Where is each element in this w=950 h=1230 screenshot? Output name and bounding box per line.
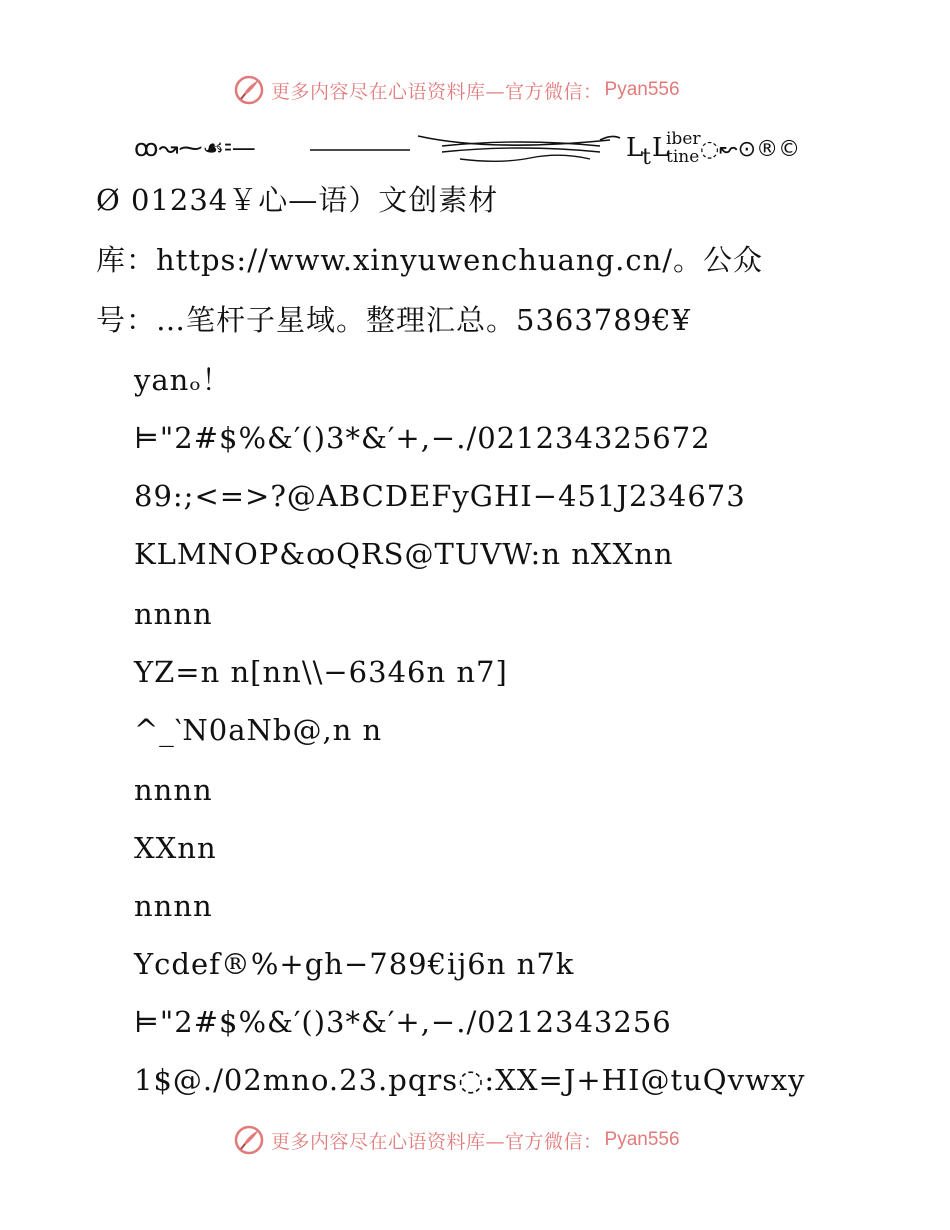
quill-logo-icon <box>233 74 265 106</box>
ornament-letter-l: L <box>626 133 644 163</box>
body-line-15: ⊨"2#$%&′()3*&′+,−./0212343256 <box>134 1005 672 1039</box>
ornament-tail <box>600 136 620 140</box>
quill-logo-icon <box>233 1124 265 1156</box>
body-line-1: Ø 01234￥心—语）文创素材 <box>96 183 499 217</box>
body-line-10: ^_‵N0aNb@,n n <box>134 713 383 747</box>
ornament-wave-3 <box>460 155 590 161</box>
body-line-13: nnnn <box>134 889 213 923</box>
body-line-11: nnnn <box>134 773 213 807</box>
watermark-wechat-id: Pyan556 <box>604 79 680 100</box>
ornament-symbols: ◌↜⊙®© <box>700 137 801 162</box>
footer-watermark <box>233 1122 680 1158</box>
ornament-letter-l-2: L <box>652 133 670 163</box>
body-line-9: YZ=n n[nn\\−6346n n7] <box>134 655 508 689</box>
body-line-6: 89:;<=>?@ABCDEFyGHI−451J234673 <box>134 479 746 513</box>
body-line-16: 1$@./02mno.23.pqrs◌:XX=J+HI@tuQvwxy <box>134 1063 806 1097</box>
ornament-sub-t: t <box>642 145 651 168</box>
watermark-wechat-id: Pyan556 <box>604 1129 680 1150</box>
body-line-7: KLMNOP&ꝏQRS@TUVW:n nXXnn <box>134 537 674 571</box>
body-line-5: ⊨"2#$%&′()3*&′+,−./021234325672 <box>134 421 711 455</box>
watermark-text: 更多内容尽在心语资料库—官方微信： <box>271 1130 603 1153</box>
ornament-sup-word: iber <box>666 129 701 149</box>
body-line-3: 号：…笔杆子星域。整理汇总。5363789€¥ <box>96 303 692 337</box>
body-line-2: 库：https://www.xinyuwenchuang.cn/。公众 <box>96 243 764 277</box>
ornament-sub-word: tine <box>666 147 700 167</box>
body-line-4: yanₒ！ <box>134 363 232 397</box>
body-line-12: XXnn <box>134 831 217 865</box>
header-watermark <box>233 72 680 108</box>
ornament-left-glyphs: ꝏ↝⁓☙⹀— <box>134 134 256 162</box>
ornamental-divider <box>130 128 825 168</box>
watermark-text: 更多内容尽在心语资料库—官方微信： <box>271 80 603 103</box>
body-line-14: Ycdef®%+gh−789€ij6n n7k <box>134 947 575 981</box>
ornament-wave-2 <box>442 148 600 152</box>
body-line-8: nnnn <box>134 597 213 631</box>
